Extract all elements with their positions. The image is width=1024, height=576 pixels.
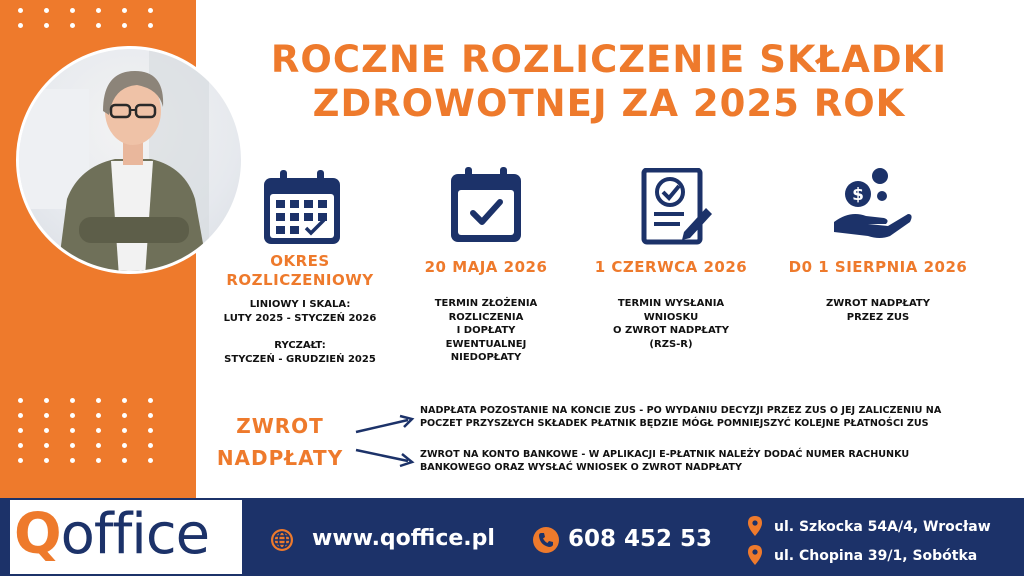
refund-option-zus-account: NADPŁATA POZOSTANIE NA KONCIE ZUS - PO WYDANIU DECYZJI PRZEZ ZUS O JEJ ZALICZENIU NA POCZET PRZYSZŁYCH SKŁADEK PŁATNIK BĘDZIE MÓGŁ POMNIEJSZYĆ KOLEJNE PŁATNOŚCI ZUS bbox=[420, 405, 942, 429]
column-2-heading: 20 MAJA 2026 bbox=[424, 258, 548, 276]
refund-option-bank-account: ZWROT NA KONTO BANKOWE - W APLIKACJI E-PŁATNIK NALEŻY DODAĆ NUMER RACHUNKU BANKOWEGO ORAZ WYSŁAĆ WNIOSEK O ZWROT NADPŁATY bbox=[420, 449, 910, 473]
column-3-text: TERMIN WYSŁANIA WNIOSKU O ZWROT NADPŁATY (RZS-R) bbox=[613, 298, 729, 350]
arrow-right-upper-icon bbox=[354, 414, 416, 436]
decorative-dots-bottom bbox=[18, 398, 154, 463]
title-line-2: ZDROWOTNEJ ZA 2025 ROK bbox=[312, 82, 906, 125]
page-title bbox=[244, 38, 974, 126]
column-1-heading: OKRES ROZLICZENIOWY bbox=[226, 252, 374, 289]
location-pin-icon bbox=[748, 545, 762, 565]
column-2-text: TERMIN ZŁOŻENIA ROZLICZENIA I DOPŁATY EWENTUALNEJ NIEDOPŁATY bbox=[434, 298, 538, 363]
refund-label: ZWROT NADPŁATY bbox=[216, 414, 344, 470]
phone-icon bbox=[532, 526, 560, 554]
website-link[interactable]: www.qoffice.pl bbox=[312, 526, 495, 551]
column-june-deadline bbox=[582, 258, 760, 351]
column-1-text-linear: LINIOWY I SKALA: LUTY 2025 - STYCZEŃ 2026 bbox=[223, 299, 377, 324]
address-wroclaw: ul. Szkocka 54A/4, Wrocław bbox=[774, 519, 991, 535]
hand-coins-icon bbox=[832, 164, 914, 242]
address-sobotka: ul. Chopina 39/1, Sobótka bbox=[774, 548, 978, 564]
globe-icon bbox=[270, 528, 294, 552]
arrow-right-lower-icon bbox=[354, 446, 416, 468]
calendar-check-icon bbox=[449, 166, 523, 244]
person-illustration-icon bbox=[19, 49, 244, 274]
calendar-grid-icon bbox=[262, 168, 342, 246]
column-1-text-lumpsum: RYCZAŁT: STYCZEŃ - GRUDZIEŃ 2025 bbox=[224, 340, 376, 365]
phone-number[interactable]: 608 452 53 bbox=[568, 526, 713, 552]
column-4-heading: D0 1 SIERPNIA 2026 bbox=[788, 258, 968, 276]
decorative-dots-top bbox=[18, 8, 154, 28]
portrait-photo bbox=[16, 46, 244, 274]
column-may-deadline bbox=[400, 258, 572, 365]
svg-text:$: $ bbox=[852, 185, 864, 205]
column-august-refund bbox=[778, 258, 978, 324]
document-check-icon bbox=[640, 168, 716, 246]
location-pin-icon bbox=[748, 516, 762, 536]
column-billing-period bbox=[204, 252, 396, 366]
title-line-1: ROCZNE ROZLICZENIE SKŁADKI bbox=[270, 38, 948, 81]
qoffice-logo: Qoffice bbox=[14, 502, 210, 567]
column-3-heading: 1 CZERWCA 2026 bbox=[594, 258, 748, 276]
column-4-text: ZWROT NADPŁATY PRZEZ ZUS bbox=[826, 298, 930, 323]
